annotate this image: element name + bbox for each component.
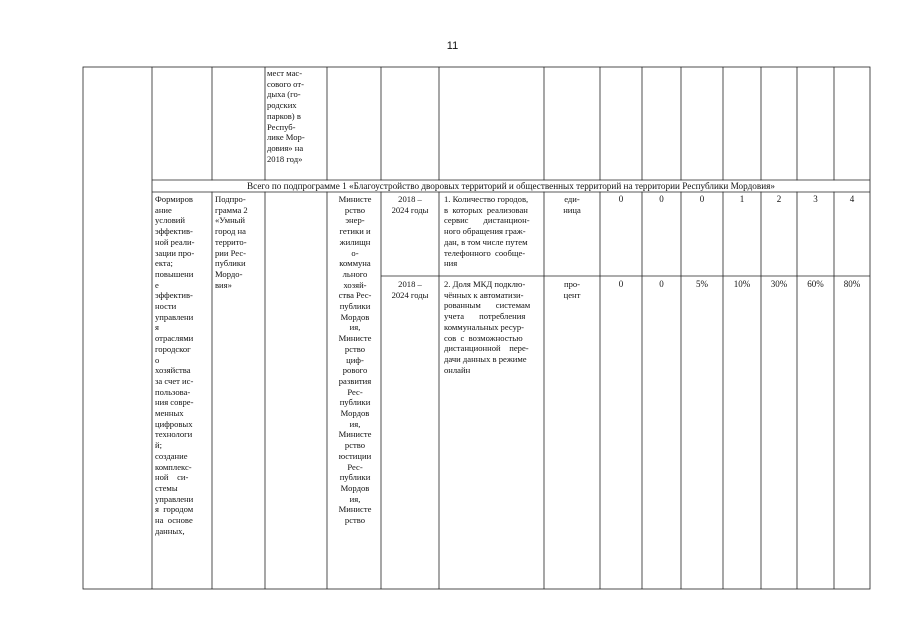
indicator-cell: 1. Количество городов, в которых реализован сервис дистанцион- ного обращения граж- дан, в том числе путем телефонного сообще- ния [444, 194, 530, 269]
value-cell: 0 [659, 194, 664, 204]
indicator-cell: 2. Доля МКД подклю- чённых к автоматизи- рованным системам учета потребления коммунальных ресур- сов с возможностью дистанционной пере- дачи данных в режиме онлайн [444, 279, 531, 375]
value-cell: 5% [696, 279, 708, 289]
value-cell: 60% [807, 279, 824, 289]
value-cell: 3 [813, 194, 818, 204]
goal-cell: Формиров ание условий эффектив- ной реали- зации про- екта; повышени е эффектив- ности управлени я отраслями городског о хозяйства за счет ис- пользова- ния совре- менных цифровых технологи й; создание комплекс- ной си- стемы управлени я городом на основе данных, [155, 194, 195, 536]
continued-program-title: мест мас- сового от- дыха (го- родских парков) в Респуб- лике Мор- довия» на 2018 год» [267, 68, 305, 164]
value-cell: 30% [770, 279, 788, 289]
executor-cell: Министе рство энер- гетики и жилищн о- коммуна льного хозяй- ства Рес- публики Мордов ия, Министе рство циф- рового развития Рес- публики Мордов ия, Министе рство юстиции Рес- публики Мордов ия, Министе рство [338, 194, 372, 526]
value-cell: 80% [843, 279, 861, 289]
value-cell: 2 [776, 194, 782, 204]
value-cell: 0 [618, 194, 624, 204]
value-cell: 4 [849, 194, 855, 204]
period-cell: 2018 – 2024 годы [391, 194, 429, 215]
value-cell: 0 [618, 279, 624, 289]
period-cell: 2018 – 2024 годы [391, 279, 429, 300]
value-cell: 0 [659, 279, 664, 289]
value-cell: 0 [699, 194, 705, 204]
program-cell: Подпро- грамма 2 «Умный город на террито- рии Рес- публики Мордо- вия» [215, 194, 248, 290]
subprogram-total-row: Всего по подпрограмме 1 «Благоустройство дворовых территорий и общественных территорий на территории Республики Мордовия» [247, 181, 775, 191]
unit-cell: еди- ница [563, 194, 581, 215]
value-cell: 1 [739, 194, 745, 204]
unit-cell: про- цент [563, 279, 581, 300]
page-number: 11 [446, 40, 459, 52]
value-cell: 10% [733, 279, 751, 289]
